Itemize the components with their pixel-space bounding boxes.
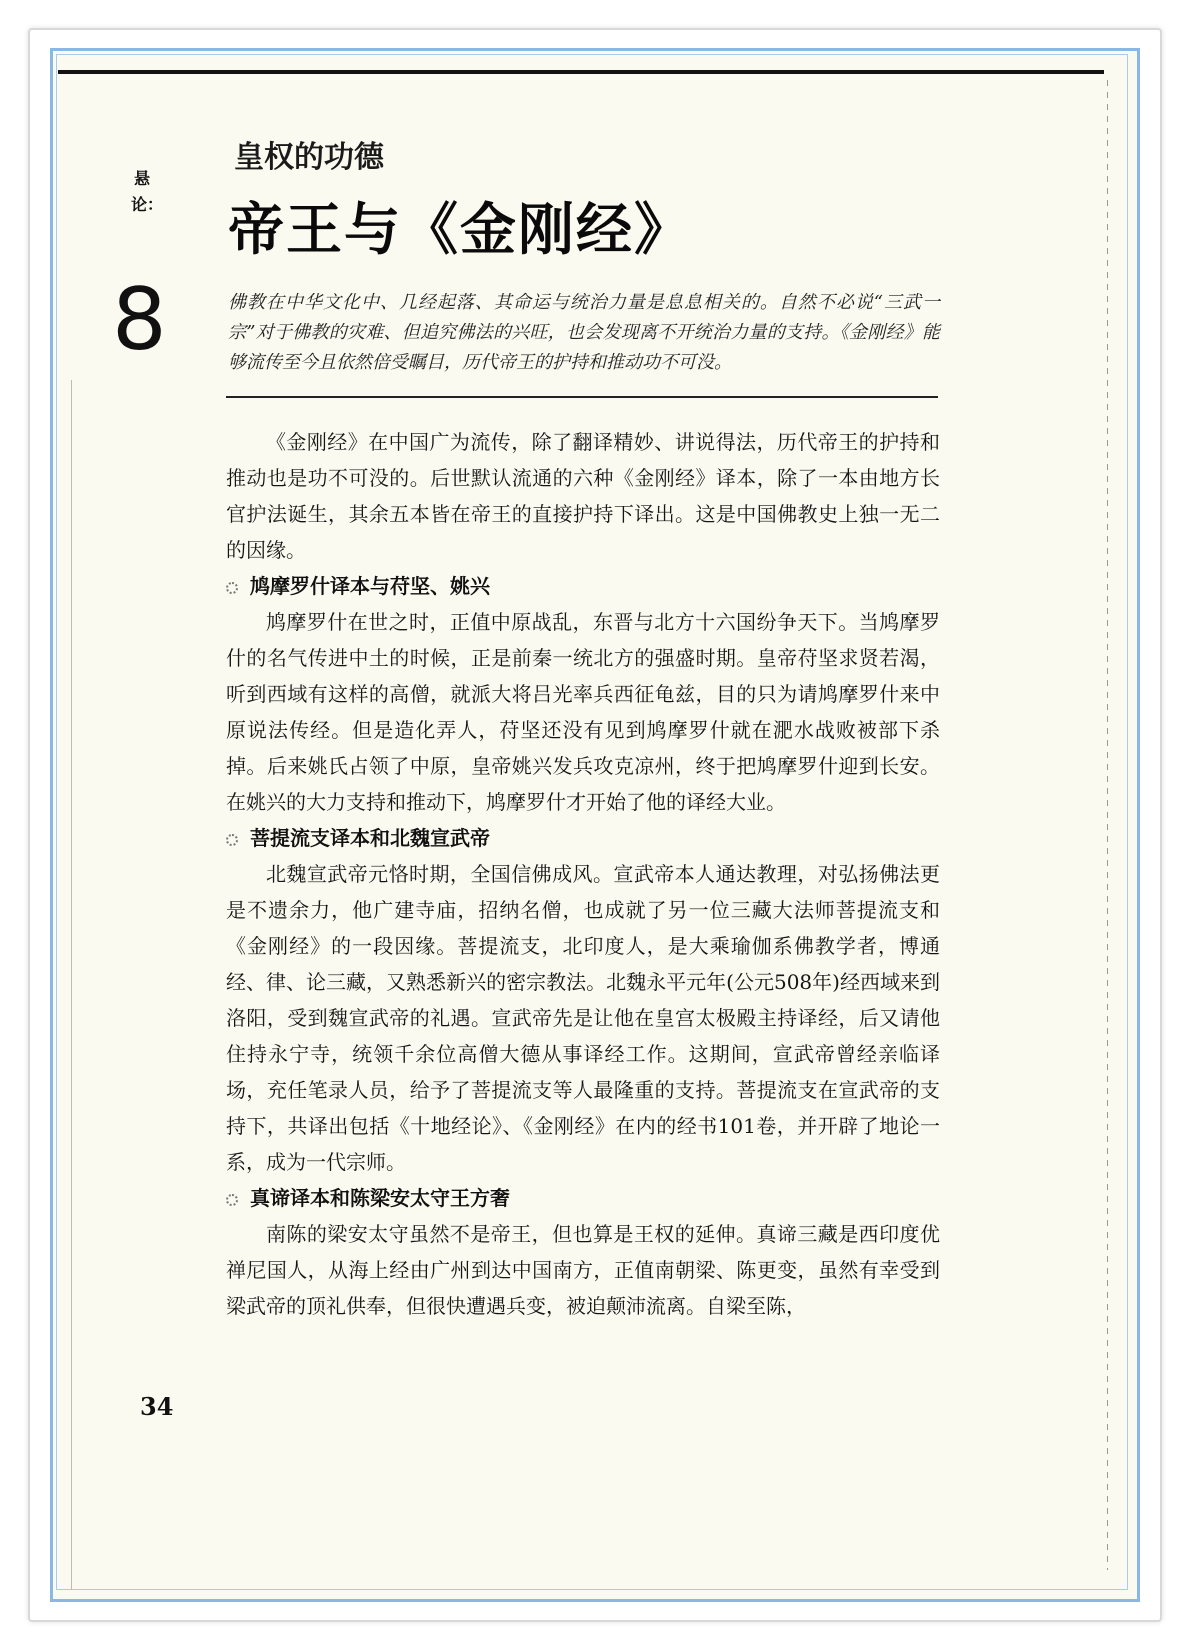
paragraph: 鸠摩罗什在世之时，正值中原战乱，东晋与北方十六国纷争天下。当鸠摩罗什的名气传进中土的时候，正是前秦一统北方的强盛时期。皇帝苻坚求贤若渴，听到西域有这样的高僧，就派大将吕光率兵西征龟兹，目的只为请鸠摩罗什来中原说法传经。但是造化弄人，苻坚还没有见到鸠摩罗什就在淝水战败被部下杀掉。后来姚氏占领了中原，皇帝姚兴发兵攻克凉州，终于把鸠摩罗什迎到长安。在姚兴的大力支持和推动下，鸠摩罗什才开始了他的译经大业。 — [226, 610, 940, 814]
flower-bullet-icon — [226, 1194, 238, 1206]
top-rule — [58, 70, 1104, 74]
left-margin-line — [71, 380, 72, 1590]
flower-bullet-icon — [226, 834, 238, 846]
right-margin-line — [1107, 80, 1108, 1570]
section-heading — [226, 1180, 940, 1216]
side-label: 悬论： — [131, 169, 164, 214]
chapter-number: 8 — [112, 270, 167, 370]
page-number: 34 — [140, 1392, 174, 1421]
paragraph: 《金刚经》在中国广为流传，除了翻译精妙、讲说得法，历代帝王的护持和推动也是功不可没的。后世默认流通的六种《金刚经》译本，除了一本由地方长官护法诞生，其余五本皆在帝王的直接护持下译出。这是中国佛教史上独一无二的因缘。 — [226, 430, 940, 562]
section-heading-text: 鸠摩罗什译本与苻坚、姚兴 — [250, 574, 490, 598]
section-heading — [226, 820, 940, 856]
paragraph: 北魏宣武帝元恪时期，全国信佛成风。宣武帝本人通达教理，对弘扬佛法更是不遗余力，他广建寺庙，招纳名僧，也成就了另一位三藏大法师菩提流支和《金刚经》的一段因缘。菩提流支，北印度人，是大乘瑜伽系佛教学者，博通经、律、论三藏，又熟悉新兴的密宗教法。北魏永平元年(公元508年)经西域来到洛阳，受到魏宣武帝的礼遇。宣武帝先是让他在皇宫太极殿主持译经，后又请他住持永宁寺，统领千余位高僧大德从事译经工作。这期间，宣武帝曾经亲临译场，充任笔录人员，给予了菩提流支等人最隆重的支持。菩提流支在宣武帝的支持下，共译出包括《十地经论》、《金刚经》在内的经书101卷，并开辟了地论一系，成为一代宗师。 — [226, 862, 940, 1174]
paragraph: 南陈的梁安太守虽然不是帝王，但也算是王权的延伸。真谛三藏是西印度优禅尼国人，从海上经由广州到达中国南方，正值南朝梁、陈更变，虽然有幸受到梁武帝的顶礼供奉，但很快遭遇兵变，被迫颠沛流离。自梁至陈， — [226, 1222, 940, 1318]
section-heading — [226, 568, 940, 604]
chapter-subtitle: 皇权的功德 — [234, 140, 384, 175]
body-text — [226, 424, 940, 1324]
section-heading-text: 菩提流支译本和北魏宣武帝 — [250, 826, 490, 850]
section-heading-text: 真谛译本和陈梁安太守王方奢 — [250, 1186, 510, 1210]
intro-divider — [226, 396, 938, 398]
intro-text: 佛教在中华文化中、几经起落、其命运与统治力量是息息相关的。自然不必说“三武一宗”对于佛教的灾难、但追究佛法的兴旺，也会发现离不开统治力量的支持。《金刚经》能够流传至今且依然倍受瞩目，历代帝王的护持和推动功不可没。 — [228, 292, 940, 373]
flower-bullet-icon — [226, 582, 238, 594]
chapter-title: 帝王与《金刚经》 — [228, 198, 692, 263]
